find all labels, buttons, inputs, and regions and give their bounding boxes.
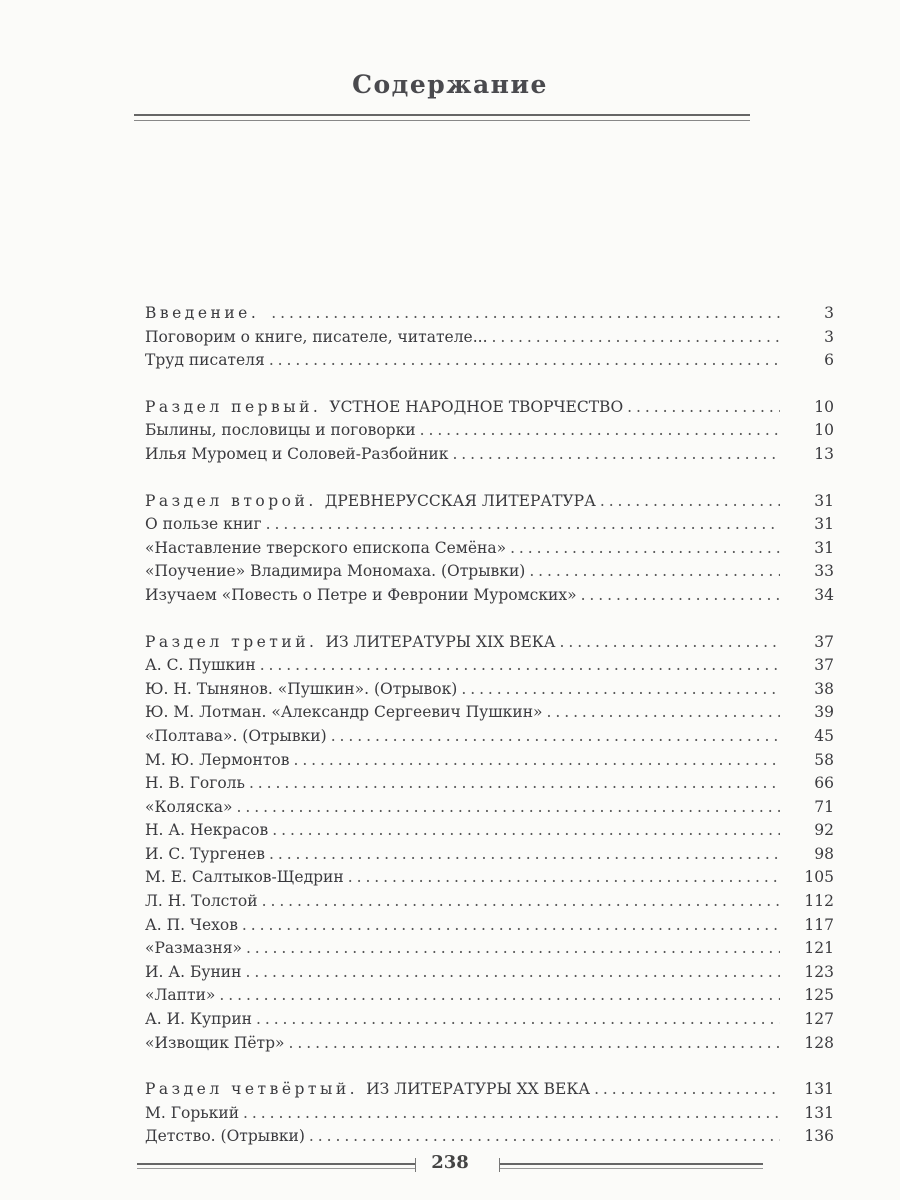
toc-entry-title	[145, 396, 623, 420]
table-of-contents	[145, 302, 834, 1172]
dot-leader	[237, 796, 780, 820]
toc-entry-title	[145, 1008, 252, 1032]
dot-leader	[461, 678, 780, 702]
toc-entry[interactable]	[145, 1078, 834, 1102]
toc-entry-title	[145, 678, 457, 702]
toc-page-number: 39	[814, 703, 834, 722]
entry-label: Поговорим о книге, писателе, читателе...	[145, 327, 488, 346]
toc-entry[interactable]	[145, 326, 834, 350]
toc-entry-title	[145, 725, 327, 749]
dot-leader	[272, 819, 780, 843]
toc-page-number: 125	[804, 986, 834, 1005]
title-divider	[134, 114, 750, 121]
toc-entry[interactable]	[145, 749, 834, 773]
dot-leader	[594, 1078, 780, 1102]
toc-entry-title	[145, 490, 596, 514]
entry-label: И. А. Бунин	[145, 962, 242, 981]
toc-page-number: 128	[804, 1033, 834, 1052]
section-title: УСТНОЕ НАРОДНОЕ ТВОРЧЕСТВО	[329, 397, 624, 416]
toc-page-number: 34	[814, 585, 834, 604]
toc-entry-title	[145, 537, 506, 561]
section-prefix: Раздел второй.	[145, 491, 317, 510]
toc-page-number: 105	[804, 868, 834, 887]
dot-leader	[452, 443, 780, 467]
dot-leader	[269, 843, 780, 867]
toc-entry-title	[145, 302, 267, 326]
entry-label: «Полтава». (Отрывки)	[145, 726, 327, 745]
toc-entry-title	[145, 349, 265, 373]
entry-label: «Коляска»	[145, 797, 233, 816]
toc-entry[interactable]	[145, 443, 834, 467]
toc-section	[145, 396, 834, 467]
dot-leader	[269, 349, 780, 373]
toc-entry-title	[145, 819, 268, 843]
toc-entry-title	[145, 513, 262, 537]
toc-entry-title	[145, 326, 488, 350]
entry-label: А. С. Пушкин	[145, 656, 256, 675]
toc-entry[interactable]	[145, 772, 834, 796]
toc-page-number: 127	[804, 1010, 834, 1029]
toc-entry-title	[145, 866, 344, 890]
toc-page-number: 38	[814, 679, 834, 698]
section-prefix: Раздел третий.	[145, 632, 318, 651]
dot-leader	[242, 914, 780, 938]
toc-page-number: 31	[814, 491, 834, 510]
entry-label: «Размазня»	[145, 939, 242, 958]
toc-entry[interactable]	[145, 843, 834, 867]
toc-entry[interactable]	[145, 678, 834, 702]
toc-entry[interactable]	[145, 302, 834, 326]
toc-entry-title	[145, 1032, 285, 1056]
toc-entry-title	[145, 1102, 239, 1126]
toc-page-number: 31	[814, 538, 834, 557]
entry-label: А. П. Чехов	[145, 915, 238, 934]
dot-leader	[289, 1032, 780, 1056]
toc-page-number: 71	[814, 797, 834, 816]
toc-entry-title	[145, 654, 256, 678]
toc-section	[145, 302, 834, 373]
toc-entry-title	[145, 961, 241, 985]
toc-entry[interactable]	[145, 866, 834, 890]
dot-leader	[293, 749, 780, 773]
toc-entry-title	[145, 749, 289, 773]
dot-leader	[600, 490, 780, 514]
entry-label: Л. Н. Толстой	[145, 892, 258, 911]
toc-entry-title	[145, 631, 556, 655]
dot-leader	[260, 654, 780, 678]
dot-leader	[547, 701, 780, 725]
dot-leader	[262, 890, 780, 914]
toc-entry[interactable]	[145, 984, 834, 1008]
entry-label: Детство. (Отрывки)	[145, 1127, 305, 1146]
toc-entry[interactable]	[145, 631, 834, 655]
entry-label: А. И. Куприн	[145, 1010, 252, 1029]
toc-page-number: 136	[804, 1127, 834, 1146]
entry-label: «Лапти»	[145, 986, 216, 1005]
toc-page-number: 45	[814, 726, 834, 745]
toc-section	[145, 1078, 834, 1149]
dot-leader	[245, 961, 780, 985]
page-title: Содержание	[352, 70, 548, 99]
toc-entry-title	[145, 1078, 590, 1102]
toc-page-number: 33	[814, 562, 834, 581]
section-prefix: Раздел четвёртый.	[145, 1080, 359, 1099]
entry-label: Ю. М. Лотман. «Александр Сергеевич Пушкин»	[145, 703, 543, 722]
toc-entry[interactable]	[145, 560, 834, 584]
dot-leader	[219, 984, 780, 1008]
toc-entry[interactable]	[145, 419, 834, 443]
section-title: ДРЕВНЕРУССКАЯ ЛИТЕРАТУРА	[324, 491, 596, 510]
dot-leader	[243, 1102, 780, 1126]
toc-entry[interactable]	[145, 1032, 834, 1056]
entry-label: Н. В. Гоголь	[145, 774, 245, 793]
toc-page-number: 37	[814, 632, 834, 651]
toc-entry[interactable]	[145, 654, 834, 678]
toc-entry[interactable]	[145, 701, 834, 725]
entry-label: Изучаем «Повесть о Петре и Февронии Муромских»	[145, 585, 577, 604]
entry-label: М. Ю. Лермонтов	[145, 750, 290, 769]
toc-entry[interactable]	[145, 1125, 834, 1149]
toc-page-number: 66	[814, 774, 834, 793]
toc-entry[interactable]	[145, 349, 834, 373]
toc-entry[interactable]	[145, 796, 834, 820]
footer-rule-right	[500, 1163, 763, 1169]
toc-section	[145, 631, 834, 1056]
toc-page-number: 112	[804, 892, 834, 911]
toc-entry-title	[145, 560, 525, 584]
dot-leader	[256, 1008, 780, 1032]
toc-entry[interactable]	[145, 890, 834, 914]
toc-entry[interactable]	[145, 490, 834, 514]
toc-entry[interactable]	[145, 725, 834, 749]
dot-leader	[529, 560, 780, 584]
toc-entry-title	[145, 772, 245, 796]
dot-leader	[271, 302, 780, 326]
section-prefix: Введение.	[145, 304, 260, 322]
dot-leader	[492, 326, 781, 350]
toc-page-number: 98	[814, 844, 834, 863]
section-prefix: Раздел первый.	[145, 397, 322, 416]
toc-entry[interactable]	[145, 513, 834, 537]
toc-entry-title	[145, 914, 238, 938]
toc-page-number: 121	[804, 939, 834, 958]
dot-leader	[581, 584, 780, 608]
toc-page-number: 3	[824, 304, 834, 322]
toc-entry-title	[145, 701, 543, 725]
entry-label: Ю. Н. Тынянов. «Пушкин». (Отрывок)	[145, 679, 458, 698]
toc-page-number: 3	[824, 327, 834, 346]
toc-entry[interactable]	[145, 584, 834, 608]
toc-page-number: 10	[814, 421, 834, 440]
toc-entry-title	[145, 796, 233, 820]
toc-page-number: 131	[804, 1103, 834, 1122]
toc-entry-title	[145, 419, 416, 443]
toc-entry[interactable]	[145, 961, 834, 985]
dot-leader	[420, 419, 780, 443]
dot-leader	[510, 537, 780, 561]
toc-page-number: 131	[804, 1080, 834, 1099]
toc-entry[interactable]	[145, 819, 834, 843]
toc-page-number: 92	[814, 821, 834, 840]
entry-label: Илья Муромец и Соловей-Разбойник	[145, 444, 449, 463]
dot-leader	[627, 396, 780, 420]
toc-entry[interactable]	[145, 537, 834, 561]
dot-leader	[246, 937, 780, 961]
dot-leader	[266, 513, 780, 537]
toc-entry-title	[145, 890, 258, 914]
entry-label: О пользе книг	[145, 515, 262, 534]
dot-leader	[249, 772, 780, 796]
entry-label: И. С. Тургенев	[145, 844, 265, 863]
toc-page-number: 123	[804, 962, 834, 981]
toc-page-number: 117	[804, 915, 834, 934]
toc-page-number: 58	[814, 750, 834, 769]
dot-leader	[560, 631, 780, 655]
toc-page-number: 10	[814, 397, 834, 416]
toc-page-number: 13	[814, 444, 834, 463]
toc-entry-title	[145, 843, 265, 867]
toc-page-number: 31	[814, 515, 834, 534]
entry-label: «Наставление тверского епископа Семёна»	[145, 538, 507, 557]
toc-entry[interactable]	[145, 1008, 834, 1032]
page-footer	[0, 1150, 900, 1180]
page-number: 238	[431, 1152, 469, 1173]
entry-label: Труд писателя	[145, 351, 265, 370]
entry-label: «Поучение» Владимира Мономаха. (Отрывки)	[145, 562, 526, 581]
entry-label: «Извощик Пётр»	[145, 1033, 285, 1052]
toc-entry-title	[145, 1125, 305, 1149]
entry-label: М. Горький	[145, 1103, 240, 1122]
toc-page-number: 6	[824, 351, 834, 370]
entry-label: М. Е. Салтыков-Щедрин	[145, 868, 344, 887]
section-title: ИЗ ЛИТЕРАТУРЫ XX ВЕКА	[366, 1080, 591, 1099]
toc-entry[interactable]	[145, 914, 834, 938]
entry-label: Н. А. Некрасов	[145, 821, 269, 840]
dot-leader	[348, 866, 780, 890]
entry-label: Былины, пословицы и поговорки	[145, 421, 416, 440]
toc-entry-title	[145, 443, 448, 467]
toc-entry-title	[145, 584, 577, 608]
toc-entry-title	[145, 984, 215, 1008]
section-title: ИЗ ЛИТЕРАТУРЫ XIX ВЕКА	[325, 632, 556, 651]
toc-entry[interactable]	[145, 396, 834, 420]
toc-entry-title	[145, 937, 242, 961]
toc-entry[interactable]	[145, 1102, 834, 1126]
toc-section	[145, 490, 834, 608]
toc-page-number: 37	[814, 656, 834, 675]
dot-leader	[331, 725, 780, 749]
toc-entry[interactable]	[145, 937, 834, 961]
dot-leader	[309, 1125, 780, 1149]
